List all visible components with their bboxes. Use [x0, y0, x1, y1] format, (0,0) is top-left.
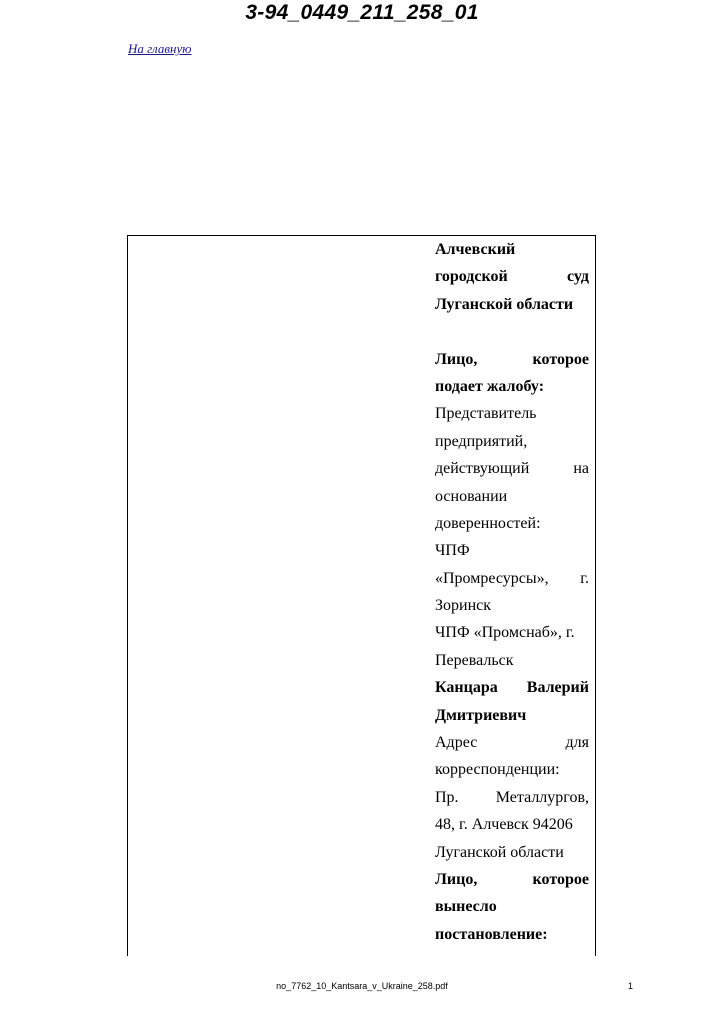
addressee-word: Лицо,	[435, 350, 478, 368]
addressee-line: Алчевский	[435, 241, 516, 258]
addressee-word: Канцара	[435, 679, 498, 697]
addressee-line: вынесло	[435, 898, 497, 916]
addressee-line	[435, 565, 589, 592]
addressee-line: доверенностей:	[435, 514, 541, 532]
addressee-line	[435, 784, 589, 811]
addressee-line: основании	[435, 487, 508, 505]
footer-filename: no_7762_10_Kantsara_v_Ukraine_258.pdf	[276, 981, 448, 991]
addressee-line	[435, 455, 589, 482]
addressee-line	[435, 318, 589, 345]
addressee-word: Металлургов,	[495, 788, 589, 806]
addressee-line: Представитель	[435, 405, 537, 423]
addressee-line: Дмитриевич	[435, 706, 527, 724]
addressee-line: Перевальск	[435, 651, 514, 669]
addressee-line	[435, 866, 589, 893]
addressee-line: Зоринск	[435, 597, 492, 615]
footer-page-number: 1	[628, 981, 634, 991]
addressee-line: Луганской области	[435, 843, 564, 861]
addressee-line: предприятий,	[435, 432, 528, 450]
addressee-word: Лицо,	[435, 870, 478, 888]
addressee-word: для	[565, 734, 589, 752]
addressee-line: 48, г. Алчевск 94206	[435, 816, 573, 834]
addressee-line	[435, 729, 589, 756]
addressee-word: «Промресурсы»,	[435, 569, 549, 587]
addressee-word: суд	[567, 268, 589, 286]
addressee-word: действующий	[435, 460, 530, 478]
addressee-column	[435, 236, 589, 948]
addressee-line	[435, 263, 589, 290]
addressee-word: на	[573, 460, 589, 478]
addressee-word: г.	[580, 569, 589, 587]
document-id-title: 3-94_0449_211_258_01	[245, 1, 479, 24]
addressee-word: городской	[435, 268, 508, 286]
addressee-line: Луганской области	[435, 295, 574, 313]
addressee-word: Адрес	[435, 734, 478, 752]
addressee-line: ЧПФ «Промснаб», г.	[435, 624, 575, 642]
addressee-word: которое	[532, 870, 589, 888]
addressee-word: Пр.	[435, 788, 459, 806]
addressee-word: Валерий	[526, 679, 589, 697]
addressee-line: корреспонденции:	[435, 761, 560, 779]
addressee-line	[435, 346, 589, 373]
home-link[interactable]: На главную	[128, 41, 192, 56]
addressee-word: которое	[532, 350, 589, 368]
addressee-line: ЧПФ	[435, 542, 470, 560]
addressee-line: постановление:	[435, 925, 548, 943]
addressee-line	[435, 674, 589, 701]
addressee-line: подает жалобу:	[435, 377, 545, 395]
